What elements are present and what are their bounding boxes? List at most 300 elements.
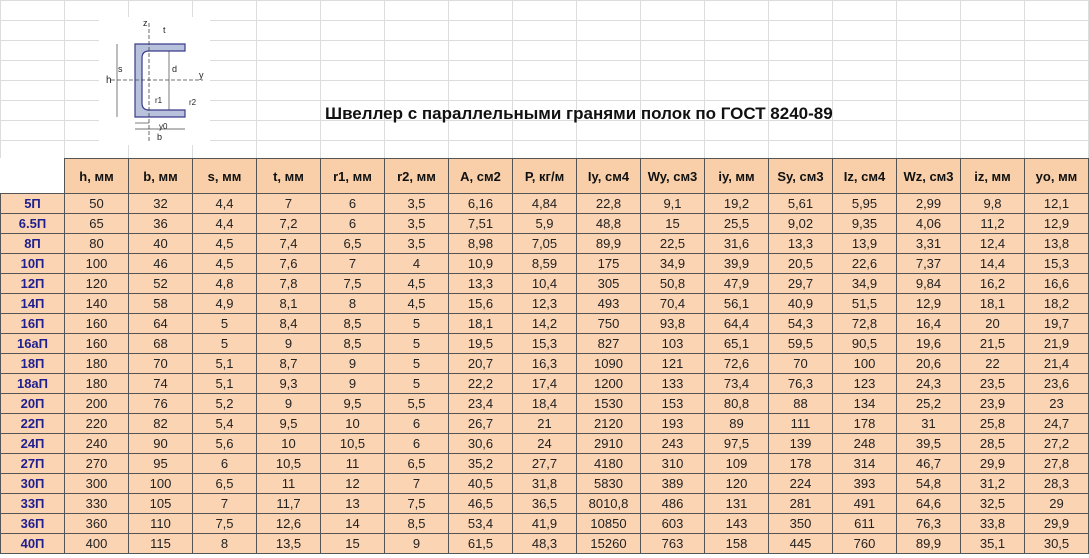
table-cell: 3,31 xyxy=(897,234,961,254)
table-cell: 240 xyxy=(65,434,129,454)
table-cell: 12,4 xyxy=(961,234,1025,254)
table-cell: 10,9 xyxy=(449,254,513,274)
table-cell: 61,5 xyxy=(449,534,513,554)
table-cell: 29,9 xyxy=(1025,514,1089,534)
table-cell: 21,9 xyxy=(1025,334,1089,354)
table-cell: 89,9 xyxy=(577,234,641,254)
table-cell: 153 xyxy=(641,394,705,414)
table-cell: 15,3 xyxy=(1025,254,1089,274)
table-cell: 76,3 xyxy=(769,374,833,394)
table-cell: 14 xyxy=(321,514,385,534)
table-cell: 10,5 xyxy=(257,454,321,474)
table-cell: 18,2 xyxy=(1025,294,1089,314)
table-cell: 31,6 xyxy=(705,234,769,254)
table-cell: 35,1 xyxy=(961,534,1025,554)
diagram-label-h: h xyxy=(106,75,112,86)
table-cell: 603 xyxy=(641,514,705,534)
table-cell: 4,9 xyxy=(193,294,257,314)
table-cell: 9,5 xyxy=(257,414,321,434)
table-cell: 31 xyxy=(897,414,961,434)
table-cell: 5 xyxy=(193,334,257,354)
table-cell: 4,8 xyxy=(193,274,257,294)
table-cell: 26,7 xyxy=(449,414,513,434)
table-cell: 13,5 xyxy=(257,534,321,554)
table-cell: 4180 xyxy=(577,454,641,474)
table-row xyxy=(1,334,1089,354)
table-cell: 80 xyxy=(65,234,129,254)
column-header: P, кг/м xyxy=(513,159,577,194)
table-cell: 22,2 xyxy=(449,374,513,394)
table-cell: 8,98 xyxy=(449,234,513,254)
table-cell: 7 xyxy=(257,194,321,214)
table-cell: 23,5 xyxy=(961,374,1025,394)
column-header: Sy, см3 xyxy=(769,159,833,194)
table-cell: 7 xyxy=(385,474,449,494)
table-cell: 16,6 xyxy=(1025,274,1089,294)
table-cell: 52 xyxy=(129,274,193,294)
diagram-label-b: b xyxy=(157,132,163,142)
diagram-label-y: y xyxy=(199,70,204,80)
column-header: h, мм xyxy=(65,159,129,194)
table-row xyxy=(1,394,1089,414)
table-cell: 12,9 xyxy=(897,294,961,314)
column-header: yo, мм xyxy=(1025,159,1089,194)
table-cell: 5,95 xyxy=(833,194,897,214)
table-cell: 65 xyxy=(65,214,129,234)
table-cell: 20 xyxy=(961,314,1025,334)
table-cell: 115 xyxy=(129,534,193,554)
table-cell: 21,5 xyxy=(961,334,1025,354)
table-cell: 12,6 xyxy=(257,514,321,534)
table-cell: 120 xyxy=(65,274,129,294)
table-cell: 13,8 xyxy=(1025,234,1089,254)
table-cell: 16,3 xyxy=(513,354,577,374)
table-cell: 5 xyxy=(385,374,449,394)
row-profile-name: 36П xyxy=(1,514,65,534)
table-cell: 1530 xyxy=(577,394,641,414)
table-cell: 2910 xyxy=(577,434,641,454)
row-profile-name: 16П xyxy=(1,314,65,334)
table-row xyxy=(1,534,1089,554)
table-cell: 763 xyxy=(641,534,705,554)
table-cell: 140 xyxy=(65,294,129,314)
table-cell: 178 xyxy=(833,414,897,434)
table-cell: 180 xyxy=(65,374,129,394)
table-cell: 22,5 xyxy=(641,234,705,254)
table-cell: 31,8 xyxy=(513,474,577,494)
table-cell: 19,5 xyxy=(449,334,513,354)
column-header: s, мм xyxy=(193,159,257,194)
table-cell: 4,4 xyxy=(193,194,257,214)
table-cell: 29,7 xyxy=(769,274,833,294)
table-cell: 8,5 xyxy=(385,514,449,534)
table-cell: 160 xyxy=(65,314,129,334)
channel-section-shape xyxy=(135,44,185,117)
row-profile-name: 8П xyxy=(1,234,65,254)
table-cell: 8010,8 xyxy=(577,494,641,514)
table-cell: 12,1 xyxy=(1025,194,1089,214)
table-cell: 17,4 xyxy=(513,374,577,394)
table-cell: 2120 xyxy=(577,414,641,434)
table-cell: 100 xyxy=(65,254,129,274)
diagram-label-r1: r1 xyxy=(155,96,163,105)
table-cell: 5,61 xyxy=(769,194,833,214)
table-cell: 131 xyxy=(705,494,769,514)
row-profile-name: 24П xyxy=(1,434,65,454)
table-cell: 25,2 xyxy=(897,394,961,414)
table-cell: 54,3 xyxy=(769,314,833,334)
table-cell: 27,8 xyxy=(1025,454,1089,474)
diagram-label-y0: y0 xyxy=(159,122,168,131)
table-cell: 97,5 xyxy=(705,434,769,454)
table-cell: 6 xyxy=(321,194,385,214)
channel-profile-diagram xyxy=(99,17,210,145)
table-cell: 10,5 xyxy=(321,434,385,454)
table-cell: 25,5 xyxy=(705,214,769,234)
table-cell: 90,5 xyxy=(833,334,897,354)
table-cell: 6 xyxy=(385,434,449,454)
table-cell: 305 xyxy=(577,274,641,294)
table-cell: 18,1 xyxy=(961,294,1025,314)
table-cell: 25,8 xyxy=(961,414,1025,434)
table-cell: 90 xyxy=(129,434,193,454)
table-cell: 3,5 xyxy=(385,194,449,214)
table-row xyxy=(1,294,1089,314)
table-cell: 15,6 xyxy=(449,294,513,314)
diagram-label-r2: r2 xyxy=(189,98,197,107)
table-cell: 7 xyxy=(321,254,385,274)
table-cell: 3,5 xyxy=(385,214,449,234)
table-cell: 4,84 xyxy=(513,194,577,214)
table-cell: 4 xyxy=(385,254,449,274)
table-row xyxy=(1,514,1089,534)
table-cell: 72,8 xyxy=(833,314,897,334)
table-cell: 9,02 xyxy=(769,214,833,234)
table-cell: 12,3 xyxy=(513,294,577,314)
table-cell: 33,8 xyxy=(961,514,1025,534)
table-cell: 6,5 xyxy=(193,474,257,494)
table-cell: 21 xyxy=(513,414,577,434)
row-profile-name: 20П xyxy=(1,394,65,414)
table-cell: 27,7 xyxy=(513,454,577,474)
table-cell: 48,3 xyxy=(513,534,577,554)
table-cell: 16,2 xyxy=(961,274,1025,294)
table-cell: 9,1 xyxy=(641,194,705,214)
table-cell: 24 xyxy=(513,434,577,454)
table-cell: 6,5 xyxy=(321,234,385,254)
table-cell: 34,9 xyxy=(641,254,705,274)
table-cell: 40,9 xyxy=(769,294,833,314)
diagram-label-s: s xyxy=(118,64,123,74)
table-cell: 158 xyxy=(705,534,769,554)
table-cell: 15260 xyxy=(577,534,641,554)
table-cell: 21,4 xyxy=(1025,354,1089,374)
row-profile-name: 40П xyxy=(1,534,65,554)
table-cell: 300 xyxy=(65,474,129,494)
table-cell: 65,1 xyxy=(705,334,769,354)
column-header: iy, мм xyxy=(705,159,769,194)
table-row xyxy=(1,234,1089,254)
table-cell: 95 xyxy=(129,454,193,474)
table-cell: 9,8 xyxy=(961,194,1025,214)
table-cell: 30,5 xyxy=(1025,534,1089,554)
table-cell: 68 xyxy=(129,334,193,354)
table-cell: 9 xyxy=(257,394,321,414)
table-cell: 3,5 xyxy=(385,234,449,254)
table-cell: 491 xyxy=(833,494,897,514)
table-cell: 8 xyxy=(321,294,385,314)
table-cell: 36 xyxy=(129,214,193,234)
row-profile-name: 6.5П xyxy=(1,214,65,234)
table-cell: 93,8 xyxy=(641,314,705,334)
table-cell: 7,5 xyxy=(193,514,257,534)
diagram-label-z: z xyxy=(143,18,148,28)
table-cell: 82 xyxy=(129,414,193,434)
table-cell: 72,6 xyxy=(705,354,769,374)
column-header: Iy, см4 xyxy=(577,159,641,194)
table-cell: 1200 xyxy=(577,374,641,394)
table-cell: 36,5 xyxy=(513,494,577,514)
table-cell: 9,35 xyxy=(833,214,897,234)
table-cell: 9 xyxy=(257,334,321,354)
table-cell: 7,8 xyxy=(257,274,321,294)
table-cell: 400 xyxy=(65,534,129,554)
table-row xyxy=(1,274,1089,294)
column-header: r2, мм xyxy=(385,159,449,194)
table-row xyxy=(1,374,1089,394)
table-cell: 6 xyxy=(193,454,257,474)
table-cell: 270 xyxy=(65,454,129,474)
table-cell: 9,84 xyxy=(897,274,961,294)
table-cell: 11 xyxy=(321,454,385,474)
table-cell: 8,1 xyxy=(257,294,321,314)
table-cell: 20,7 xyxy=(449,354,513,374)
table-cell: 8,7 xyxy=(257,354,321,374)
table-cell: 393 xyxy=(833,474,897,494)
table-cell: 4,5 xyxy=(193,254,257,274)
column-header: Wz, см3 xyxy=(897,159,961,194)
row-profile-name: 5П xyxy=(1,194,65,214)
table-cell: 32 xyxy=(129,194,193,214)
table-cell: 47,9 xyxy=(705,274,769,294)
table-cell: 53,4 xyxy=(449,514,513,534)
table-cell: 9 xyxy=(321,374,385,394)
table-cell: 14,2 xyxy=(513,314,577,334)
table-cell: 8,4 xyxy=(257,314,321,334)
table-cell: 5 xyxy=(385,354,449,374)
table-cell: 103 xyxy=(641,334,705,354)
table-cell: 5,5 xyxy=(385,394,449,414)
table-cell: 39,5 xyxy=(897,434,961,454)
table-corner-cell xyxy=(1,159,65,194)
table-cell: 32,5 xyxy=(961,494,1025,514)
table-cell: 70 xyxy=(129,354,193,374)
table-cell: 30,6 xyxy=(449,434,513,454)
table-row xyxy=(1,354,1089,374)
table-cell: 4,06 xyxy=(897,214,961,234)
table-cell: 56,1 xyxy=(705,294,769,314)
table-cell: 5,1 xyxy=(193,374,257,394)
table-cell: 23,6 xyxy=(1025,374,1089,394)
table-cell: 89 xyxy=(705,414,769,434)
table-cell: 111 xyxy=(769,414,833,434)
table-cell: 22,6 xyxy=(833,254,897,274)
table-cell: 9,3 xyxy=(257,374,321,394)
table-cell: 193 xyxy=(641,414,705,434)
table-cell: 180 xyxy=(65,354,129,374)
table-cell: 28,5 xyxy=(961,434,1025,454)
table-cell: 7,6 xyxy=(257,254,321,274)
table-cell: 13,3 xyxy=(449,274,513,294)
table-cell: 6,16 xyxy=(449,194,513,214)
table-cell: 10850 xyxy=(577,514,641,534)
table-cell: 100 xyxy=(129,474,193,494)
diagram-label-d: d xyxy=(172,64,178,74)
table-cell: 360 xyxy=(65,514,129,534)
table-cell: 6 xyxy=(385,414,449,434)
page-title: Швеллер с параллельными гранями полок по ГОСТ 8240-89 xyxy=(325,104,833,123)
table-cell: 19,6 xyxy=(897,334,961,354)
column-header: b, мм xyxy=(129,159,193,194)
table-cell: 10 xyxy=(321,414,385,434)
table-cell: 121 xyxy=(641,354,705,374)
table-cell: 10,4 xyxy=(513,274,577,294)
table-cell: 59,5 xyxy=(769,334,833,354)
table-cell: 200 xyxy=(65,394,129,414)
table-cell: 22,8 xyxy=(577,194,641,214)
table-cell: 224 xyxy=(769,474,833,494)
table-cell: 40 xyxy=(129,234,193,254)
table-cell: 220 xyxy=(65,414,129,434)
table-cell: 109 xyxy=(705,454,769,474)
table-cell: 64 xyxy=(129,314,193,334)
channel-section-drawing xyxy=(99,17,210,145)
table-cell: 5 xyxy=(193,314,257,334)
table-cell: 389 xyxy=(641,474,705,494)
table-cell: 23 xyxy=(1025,394,1089,414)
table-cell: 281 xyxy=(769,494,833,514)
table-cell: 70 xyxy=(769,354,833,374)
table-cell: 160 xyxy=(65,334,129,354)
table-cell: 46,5 xyxy=(449,494,513,514)
table-cell: 48,8 xyxy=(577,214,641,234)
table-cell: 350 xyxy=(769,514,833,534)
table-cell: 13,3 xyxy=(769,234,833,254)
row-profile-name: 18аП xyxy=(1,374,65,394)
table-cell: 76 xyxy=(129,394,193,414)
table-cell: 243 xyxy=(641,434,705,454)
table-cell: 20,5 xyxy=(769,254,833,274)
table-cell: 310 xyxy=(641,454,705,474)
table-cell: 8,59 xyxy=(513,254,577,274)
column-header: Iz, см4 xyxy=(833,159,897,194)
table-cell: 15 xyxy=(321,534,385,554)
row-profile-name: 33П xyxy=(1,494,65,514)
table-cell: 7,05 xyxy=(513,234,577,254)
table-cell: 5,4 xyxy=(193,414,257,434)
table-header-row xyxy=(1,159,1089,194)
table-cell: 12 xyxy=(321,474,385,494)
table-row xyxy=(1,414,1089,434)
table-cell: 750 xyxy=(577,314,641,334)
column-header: t, мм xyxy=(257,159,321,194)
table-cell: 89,9 xyxy=(897,534,961,554)
table-cell: 10 xyxy=(257,434,321,454)
row-profile-name: 22П xyxy=(1,414,65,434)
table-cell: 611 xyxy=(833,514,897,534)
table-cell: 120 xyxy=(705,474,769,494)
table-row xyxy=(1,474,1089,494)
table-cell: 11,7 xyxy=(257,494,321,514)
table-cell: 100 xyxy=(833,354,897,374)
table-cell: 64,4 xyxy=(705,314,769,334)
table-cell: 19,7 xyxy=(1025,314,1089,334)
table-cell: 105 xyxy=(129,494,193,514)
table-row xyxy=(1,494,1089,514)
column-header: r1, мм xyxy=(321,159,385,194)
table-cell: 22 xyxy=(961,354,1025,374)
table-cell: 46 xyxy=(129,254,193,274)
table-cell: 11 xyxy=(257,474,321,494)
table-cell: 73,4 xyxy=(705,374,769,394)
table-row xyxy=(1,434,1089,454)
table-cell: 110 xyxy=(129,514,193,534)
table-cell: 5,6 xyxy=(193,434,257,454)
table-cell: 58 xyxy=(129,294,193,314)
table-cell: 8 xyxy=(193,534,257,554)
table-cell: 4,4 xyxy=(193,214,257,234)
table-cell: 143 xyxy=(705,514,769,534)
table-cell: 64,6 xyxy=(897,494,961,514)
table-cell: 12,9 xyxy=(1025,214,1089,234)
table-cell: 5 xyxy=(385,334,449,354)
channel-properties-table xyxy=(0,158,1089,554)
table-cell: 70,4 xyxy=(641,294,705,314)
row-profile-name: 10П xyxy=(1,254,65,274)
table-cell: 123 xyxy=(833,374,897,394)
table-cell: 15,3 xyxy=(513,334,577,354)
table-cell: 2,99 xyxy=(897,194,961,214)
table-cell: 13 xyxy=(321,494,385,514)
table-cell: 5,2 xyxy=(193,394,257,414)
table-cell: 29,9 xyxy=(961,454,1025,474)
table-cell: 5,9 xyxy=(513,214,577,234)
column-header: Wy, см3 xyxy=(641,159,705,194)
table-cell: 16,4 xyxy=(897,314,961,334)
table-cell: 20,6 xyxy=(897,354,961,374)
table-cell: 24,7 xyxy=(1025,414,1089,434)
table-cell: 9 xyxy=(321,354,385,374)
table-row xyxy=(1,454,1089,474)
table-cell: 50 xyxy=(65,194,129,214)
table-cell: 827 xyxy=(577,334,641,354)
table-cell: 4,5 xyxy=(385,294,449,314)
table-cell: 18,1 xyxy=(449,314,513,334)
table-row xyxy=(1,254,1089,274)
row-profile-name: 18П xyxy=(1,354,65,374)
table-cell: 4,5 xyxy=(193,234,257,254)
table-cell: 134 xyxy=(833,394,897,414)
table-row xyxy=(1,214,1089,234)
table-cell: 19,2 xyxy=(705,194,769,214)
row-profile-name: 27П xyxy=(1,454,65,474)
table-cell: 54,8 xyxy=(897,474,961,494)
table-cell: 29 xyxy=(1025,494,1089,514)
table-cell: 7 xyxy=(193,494,257,514)
table-cell: 6,5 xyxy=(385,454,449,474)
table-cell: 76,3 xyxy=(897,514,961,534)
table-cell: 5 xyxy=(385,314,449,334)
